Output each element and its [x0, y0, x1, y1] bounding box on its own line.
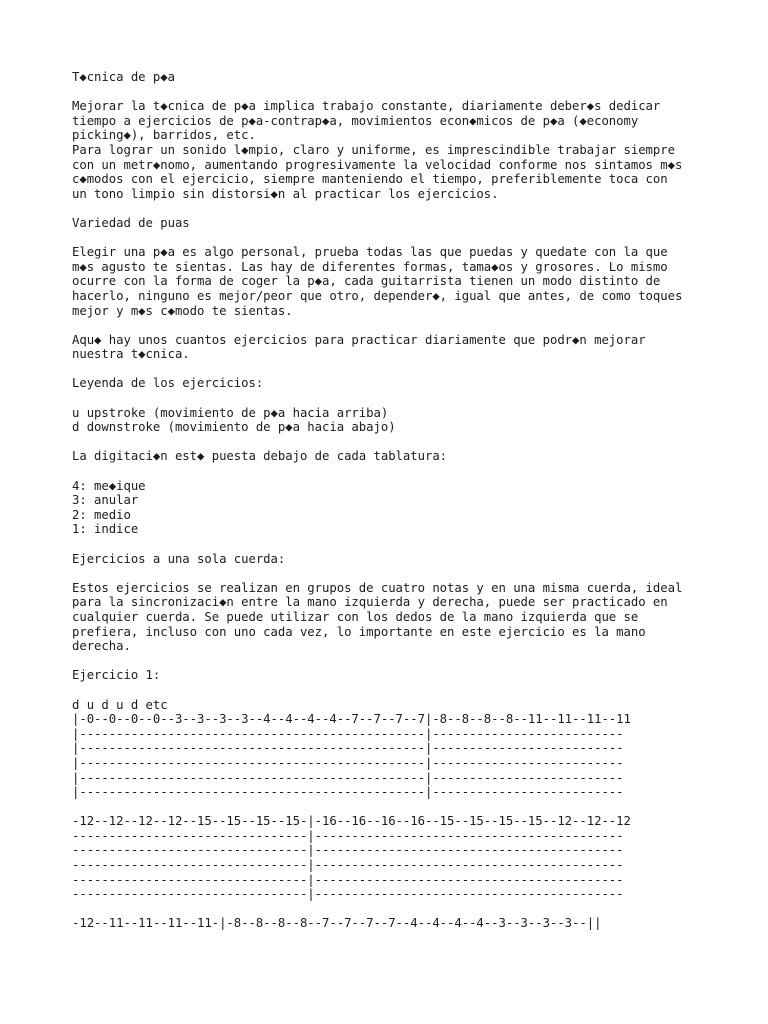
single-string-paragraph-line: para la sincronizaci◆n entre la mano izquierda y derecha, puede ser practicado en	[72, 595, 668, 610]
legend-heading: Leyenda de los ejercicios:	[72, 376, 264, 391]
intro-paragraph-line: picking◆), barridos, etc.	[72, 128, 256, 143]
strum-pattern: d u d u d etc	[72, 697, 168, 712]
single-string-paragraph-line: prefiera, incluso con uno cada vez, lo importante en este ejercicio es la mano	[72, 624, 646, 639]
tab-line: |-----------------------------------------------|--------------------------	[72, 726, 624, 741]
section-heading-picks: Variedad de puas	[72, 215, 190, 230]
picks-paragraph-line: mejor y m◆s c◆modo te sientas.	[72, 303, 293, 318]
tab-line: |-----------------------------------------------|--------------------------	[72, 741, 624, 756]
blank-line	[72, 362, 752, 377]
picks-paragraph-line: ocurre con la forma de coger la p◆a, cada guitarrista tienen un modo distinto de	[72, 274, 661, 289]
single-string-paragraph-line: cualquier cuerda. Se puede utilizar con los dedos de la mano izquierda que se	[72, 609, 639, 624]
tab-line: |-0--0--0--0--3--3--3--3--4--4--4--4--7--7--7--7|-8--8--8--8--11--11--11--11	[72, 712, 631, 727]
single-string-heading: Ejercicios a una sola cuerda:	[72, 551, 286, 566]
fingering-item: 4: me◆ique	[72, 478, 146, 493]
blank-line	[72, 683, 752, 698]
blank-line	[72, 902, 752, 917]
tab-line: --------------------------------|------------------------------------------	[72, 858, 624, 873]
intro-paragraph-line: Para lograr un sonido l◆mpio, claro y uniforme, es imprescindible trabajar siempre	[72, 142, 675, 157]
blank-line	[72, 318, 752, 333]
blank-line	[72, 537, 752, 552]
exercises-intro-line: Aqu◆ hay unos cuantos ejercicios para practicar diariamente que podr◆n mejorar	[72, 332, 646, 347]
tab-line: |-----------------------------------------------|--------------------------	[72, 770, 624, 785]
intro-paragraph-line: con un metr◆nomo, aumentando progresivamente la velocidad conforme nos sintamos m◆s	[72, 157, 683, 172]
picks-paragraph-line: Elegir una p◆a es algo personal, prueba todas las que puedas y quedate con la que	[72, 245, 668, 260]
fingering-item: 1: indice	[72, 522, 139, 537]
intro-paragraph-line: Mejorar la t◆cnica de p◆a implica trabajo constante, diariamente deber◆s dedicar	[72, 99, 661, 114]
blank-line	[72, 654, 752, 669]
single-string-paragraph-line: derecha.	[72, 639, 131, 654]
tab-line: |-----------------------------------------------|--------------------------	[72, 755, 624, 770]
fingering-intro: La digitaci◆n est◆ puesta debajo de cada tablatura:	[72, 449, 448, 464]
tab-line: --------------------------------|------------------------------------------	[72, 872, 624, 887]
intro-paragraph-line: tiempo a ejercicios de p◆a-contrap◆a, movimientos econ◆micos de p◆a (◆economy	[72, 113, 639, 128]
blank-line	[72, 800, 752, 815]
doc-title: T◆cnica de p◆a	[72, 70, 175, 84]
blank-line	[72, 201, 752, 216]
single-string-paragraph-line: Estos ejercicios se realizan en grupos de cuatro notas y en una misma cuerda, ideal	[72, 580, 683, 595]
tab-line: --------------------------------|------------------------------------------	[72, 828, 624, 843]
exercises-intro-line: nuestra t◆cnica.	[72, 347, 190, 362]
tab-line: -12--11--11--11--11-|-8--8--8--8--7--7--7--7--4--4--4--4--3--3--3--3--||	[72, 916, 602, 931]
legend-item-upstroke: u upstroke (movimiento de p◆a hacia arriba)	[72, 405, 389, 420]
fingering-item: 3: anular	[72, 493, 139, 508]
exercise-1-heading: Ejercicio 1:	[72, 668, 161, 683]
tab-line: --------------------------------|------------------------------------------	[72, 843, 624, 858]
picks-paragraph-line: hacerlo, ninguno es mejor/peor que otro, depender◆, igual que antes, de como toques	[72, 288, 683, 303]
tab-line: |-----------------------------------------------|--------------------------	[72, 785, 624, 800]
intro-paragraph-line: un tono limpio sin distorsi◆n al practicar los ejercicios.	[72, 186, 499, 201]
intro-paragraph-line: c◆modos con el ejercicio, siempre manteniendo el tiempo, preferiblemente toca con	[72, 172, 668, 187]
blank-line	[72, 391, 752, 406]
tab-line: --------------------------------|------------------------------------------	[72, 887, 624, 902]
fingering-item: 2: medio	[72, 507, 131, 522]
legend-item-downstroke: d downstroke (movimiento de p◆a hacia abajo)	[72, 420, 396, 435]
blank-line	[72, 85, 752, 100]
tab-line: -12--12--12--12--15--15--15--15-|-16--16--16--16--15--15--15--15--12--12--12	[72, 814, 631, 829]
blank-line	[72, 435, 752, 450]
picks-paragraph-line: m◆s agusto te sientas. Las hay de diferentes formas, tama◆os y grosores. Lo mismo	[72, 259, 668, 274]
blank-line	[72, 464, 752, 479]
blank-line	[72, 231, 752, 246]
blank-line	[72, 566, 752, 581]
document-page	[72, 70, 752, 931]
